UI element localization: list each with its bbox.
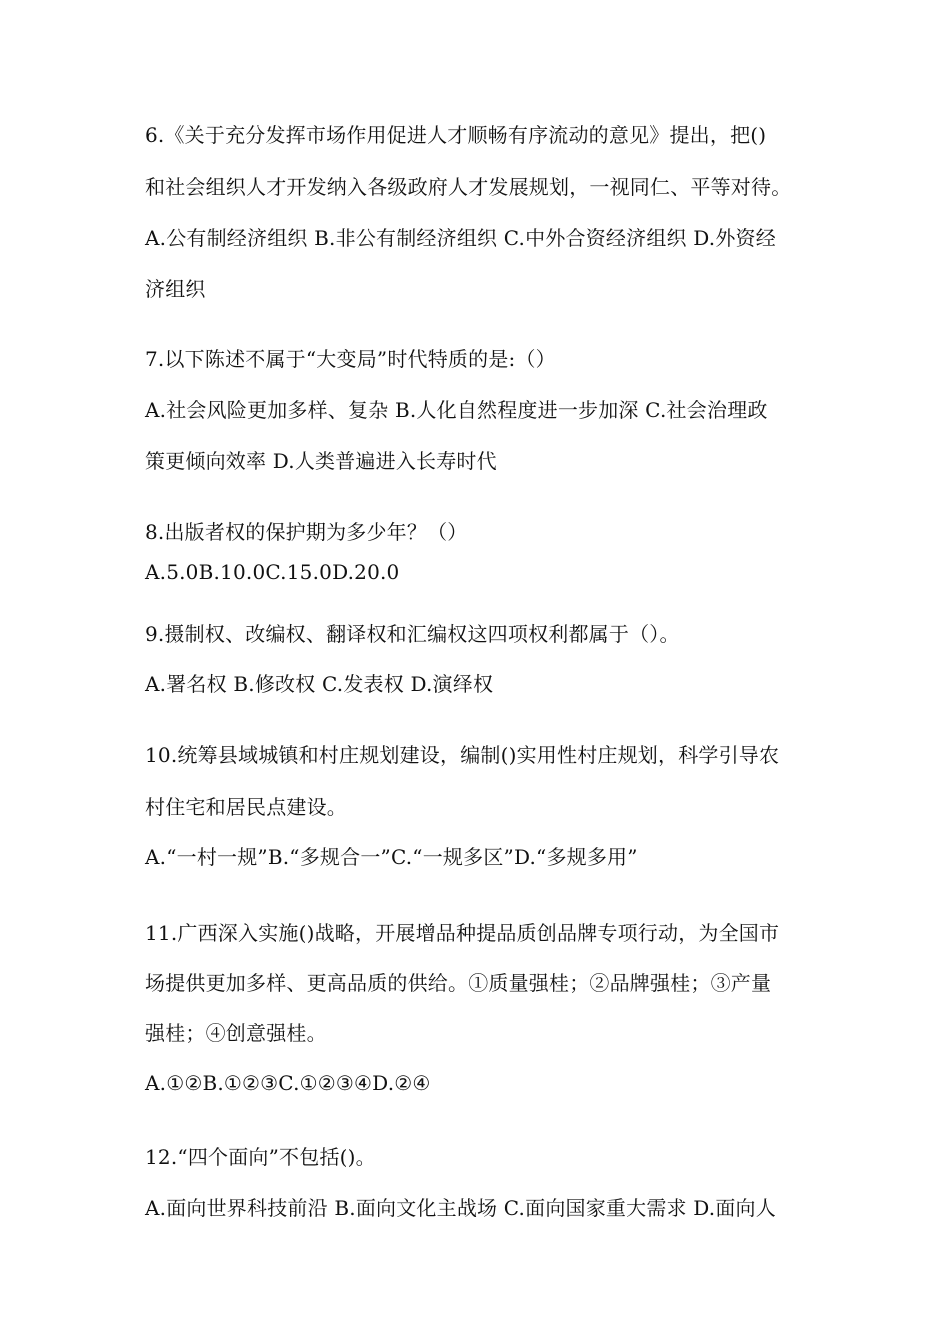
q12-options-line-1: A.面向世界科技前沿 B.面向文化主战场 C.面向国家重大需求 D.面向人	[145, 1196, 776, 1220]
q7-line-1: 7.以下陈述不属于“大变局”时代特质的是:（）	[145, 347, 556, 371]
q11-line-2: 场提供更加多样、更高品质的供给。①质量强桂；②品牌强桂；③产量	[145, 971, 772, 995]
q6-line-1: 6.《关于充分发挥市场作用促进人才顺畅有序流动的意见》提出，把()	[145, 123, 767, 147]
q7-options-line-2: 策更倾向效率 D.人类普遍进入长寿时代	[145, 449, 497, 473]
q6-options-line-2: 济组织	[145, 277, 206, 301]
q11-line-3: 强桂；④创意强桂。	[145, 1021, 327, 1045]
q11-options-line-1: A.①②B.①②③C.①②③④D.②④	[145, 1071, 431, 1095]
q8-line-1: 8.出版者权的保护期为多少年？（）	[145, 520, 468, 544]
q10-options-line-1: A.“一村一规”B.“多规合一”C.“一规多区”D.“多规多用”	[145, 845, 638, 869]
q10-line-1: 10.统筹县域城镇和村庄规划建设，编制()实用性村庄规划，科学引导农	[145, 743, 780, 767]
q11-line-1: 11.广西深入实施()战略，开展增品种提品质创品牌专项行动，为全国市	[145, 921, 780, 945]
q6-line-2: 和社会组织人才开发纳入各级政府人才发展规划，一视同仁、平等对待。	[145, 175, 792, 199]
q10-line-2: 村住宅和居民点建设。	[145, 795, 347, 819]
q7-options-line-1: A.社会风险更加多样、复杂 B.人化自然程度进一步加深 C.社会治理政	[145, 398, 768, 422]
q9-options-line-1: A.署名权 B.修改权 C.发表权 D.演绎权	[145, 672, 494, 696]
q12-line-1: 12.“四个面向”不包括()。	[145, 1145, 376, 1169]
q9-line-1: 9.摄制权、改编权、翻译权和汇编权这四项权利都属于（）。	[145, 622, 680, 646]
q6-options-line-1: A.公有制经济组织 B.非公有制经济组织 C.中外合资经济组织 D.外资经	[145, 226, 776, 250]
q8-options-line-1: A.5.0B.10.0C.15.0D.20.0	[145, 560, 400, 584]
